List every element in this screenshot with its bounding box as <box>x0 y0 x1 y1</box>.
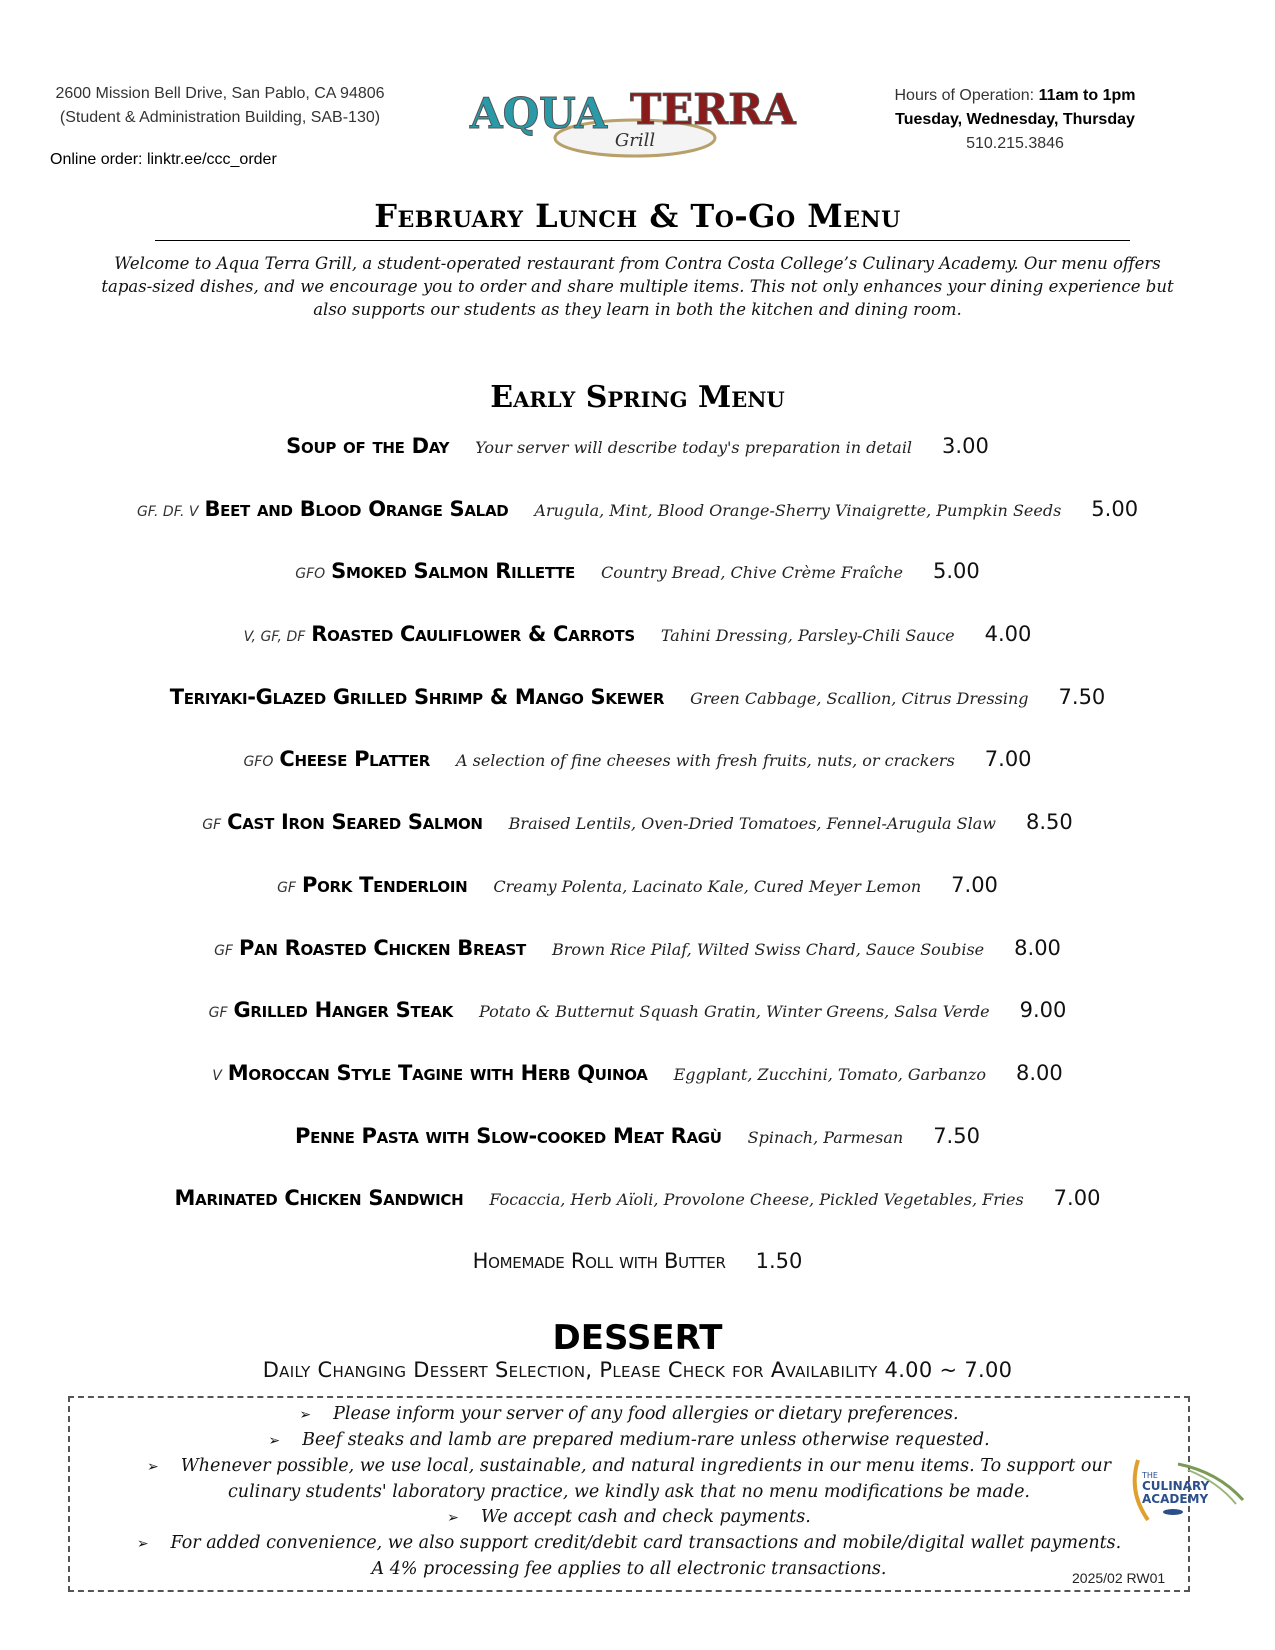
logo-sub-grill: Grill <box>614 130 656 151</box>
dessert-title: DESSERT <box>552 1318 723 1358</box>
item-price: 7.50 <box>933 1123 980 1148</box>
item-price: 4.00 <box>984 622 1032 647</box>
item-tags: GFO <box>243 754 274 771</box>
item-price: 3.00 <box>942 434 989 458</box>
note-text-continued: culinary students' laboratory practice, we kindly ask that no menu modifications be made. <box>228 1482 1030 1502</box>
item-desc: Your server will describe today's preparation in detail <box>475 438 913 457</box>
arrow-bullet-icon: ➢ <box>268 1433 281 1449</box>
item-name: Homemade Roll with Butter <box>472 1248 726 1273</box>
item-tags: GF <box>202 817 222 834</box>
menu-item-soup <box>0 434 1275 497</box>
item-tags: GF <box>214 942 233 959</box>
logo-word-terra: TERRA <box>630 85 796 134</box>
item-name: Beet and Blood Orange Salad <box>204 496 509 521</box>
item-tags: V, GF, DF <box>243 629 306 646</box>
menu-item-pork-tenderloin <box>0 873 1275 936</box>
note-item <box>70 1402 1188 1428</box>
menu-item-penne-ragu <box>0 1124 1275 1187</box>
item-price: 5.00 <box>933 559 980 584</box>
note-text: Beef steaks and lamb are prepared medium-rare unless otherwise requested. <box>302 1430 990 1450</box>
item-price: 5.00 <box>1091 496 1139 521</box>
item-desc: Arugula, Mint, Blood Orange-Sherry Vinaigrette, Pumpkin Seeds <box>534 500 1062 520</box>
menu-item-hanger-steak <box>0 998 1275 1061</box>
item-name: Smoked Salmon Rillette <box>331 559 575 584</box>
days-line <box>865 108 1165 132</box>
intro-text: Welcome to Aqua Terra Grill, a student-operated restaurant from Contra Costa College’s Culinary Academy. Our menu offers tapas-sized dishes, and we encourage you to order and share multiple items. This not only enhances your dining experience but also supports our students as they learn in both the kitchen and dining room. <box>101 254 1174 319</box>
item-desc: Brown Rice Pilaf, Wilted Swiss Chard, Sauce Soubise <box>551 939 985 959</box>
item-desc: Braised Lentils, Oven-Dried Tomatoes, Fennel-Arugula Slaw <box>508 814 996 834</box>
menu-item-cauliflower <box>0 622 1275 685</box>
item-tags: GFO <box>295 566 326 583</box>
menu-item-chicken-sandwich <box>0 1186 1275 1249</box>
note-item <box>70 1428 1188 1454</box>
item-tags: GF <box>277 879 296 896</box>
culinary-academy-logo <box>1118 1452 1248 1532</box>
item-price: 7.00 <box>1053 1186 1101 1211</box>
item-desc: Eggplant, Zucchini, Tomato, Garbanzo <box>673 1064 987 1084</box>
menu-item-seared-salmon <box>0 810 1275 873</box>
note-item <box>70 1454 1188 1505</box>
arrow-bullet-icon: ➢ <box>136 1536 149 1552</box>
menu-item-cheese-platter <box>0 747 1275 810</box>
note-text: Whenever possible, we use local, sustainable, and natural ingredients in our menu items. To support our <box>180 1456 1112 1476</box>
academy-line-1: THE <box>1142 1471 1158 1480</box>
arrow-bullet-icon: ➢ <box>447 1510 459 1526</box>
item-tags: V <box>212 1067 222 1084</box>
item-desc: Country Bread, Chive Crème Fraîche <box>601 563 903 583</box>
menu-item-tagine <box>0 1061 1275 1124</box>
hours-line <box>865 84 1165 108</box>
notes-box <box>68 1396 1190 1592</box>
note-text: We accept cash and check payments. <box>480 1507 811 1527</box>
item-desc: Focaccia, Herb Aïoli, Provolone Cheese, Pickled Vegetables, Fries <box>489 1190 1024 1210</box>
title-divider <box>155 240 1130 241</box>
item-price: 8.50 <box>1026 810 1073 835</box>
item-name: Moroccan Style Tagine with Herb Quinoa <box>227 1060 648 1085</box>
menu-item-beet-salad <box>0 497 1275 560</box>
item-name: Soup of the Day <box>286 434 450 458</box>
arrow-bullet-icon: ➢ <box>146 1459 159 1475</box>
note-item <box>70 1505 1188 1531</box>
dessert-description: Daily Changing Dessert Selection, Please Check for Availability 4.00 ~ 7.00 <box>262 1358 1013 1382</box>
page-title: February Lunch & To-Go Menu <box>374 197 901 235</box>
days-value: Tuesday, Wednesday, Thursday <box>895 111 1135 128</box>
address-line-2: (Student & Administration Building, SAB-130) <box>59 109 381 126</box>
item-name: Marinated Chicken Sandwich <box>174 1186 464 1211</box>
item-price: 7.00 <box>984 747 1032 772</box>
item-desc: A selection of fine cheeses with fresh fruits, nuts, or crackers <box>455 751 955 771</box>
aqua-terra-grill-logo <box>460 76 810 176</box>
item-price: 8.00 <box>1014 935 1061 960</box>
item-name: Cheese Platter <box>279 747 430 772</box>
menu-item-homemade-roll <box>0 1249 1275 1312</box>
item-name: Pan Roasted Chicken Breast <box>238 935 526 960</box>
notes-list <box>70 1398 1188 1582</box>
item-name: Teriyaki-Glazed Grilled Shrimp & Mango Skewer <box>169 684 665 709</box>
item-name: Cast Iron Seared Salmon <box>227 810 483 835</box>
item-price: 8.00 <box>1016 1060 1063 1085</box>
item-tags: GF. DF. V <box>136 503 199 520</box>
note-text-continued: A 4% processing fee applies to all electronic transactions. <box>371 1559 887 1579</box>
menu-item-shrimp-skewer <box>0 685 1275 748</box>
menu-list <box>0 434 1275 1312</box>
item-desc: Tahini Dressing, Parsley-Chili Sauce <box>660 626 955 646</box>
arrow-bullet-icon: ➢ <box>299 1407 312 1423</box>
item-name: Penne Pasta with Slow-cooked Meat Ragù <box>295 1123 722 1148</box>
item-price: 9.00 <box>1019 998 1067 1023</box>
item-name: Pork Tenderloin <box>301 872 468 897</box>
academy-line-2: CULINARY <box>1142 1479 1210 1493</box>
item-desc: Spinach, Parmesan <box>747 1127 904 1147</box>
item-name: Roasted Cauliflower & Carrots <box>311 622 635 647</box>
section-title: Early Spring Menu <box>490 380 785 415</box>
hours-value: 11am to 1pm <box>1038 87 1136 104</box>
item-price: 7.50 <box>1058 684 1106 709</box>
hours-block <box>865 84 1165 156</box>
item-name: Grilled Hanger Steak <box>233 998 453 1023</box>
note-text: For added convenience, we also support credit/debit card transactions and mobile/digital wallet payments. <box>170 1533 1122 1553</box>
item-tags: GF <box>208 1005 228 1022</box>
item-price: 1.50 <box>755 1248 803 1273</box>
note-text: Please inform your server of any food allergies or dietary preferences. <box>333 1404 959 1424</box>
item-desc: Creamy Polenta, Lacinato Kale, Cured Meyer Lemon <box>493 876 922 896</box>
phone-number: 510.215.3846 <box>966 135 1064 152</box>
hours-label: Hours of Operation: <box>894 87 1039 104</box>
version-code: 2025/02 RW01 <box>1072 1570 1166 1586</box>
item-price: 7.00 <box>951 872 998 897</box>
address-block <box>40 82 400 168</box>
logo-word-aqua: AQUA <box>470 89 608 138</box>
menu-item-chicken-breast <box>0 936 1275 999</box>
academy-line-3: ACADEMY <box>1142 1492 1209 1506</box>
item-desc: Potato & Butternut Squash Gratin, Winter Greens, Salsa Verde <box>479 1002 990 1022</box>
address-line-1: 2600 Mission Bell Drive, San Pablo, CA 94806 <box>55 85 385 102</box>
note-item <box>70 1531 1188 1582</box>
menu-item-salmon-rillette <box>0 559 1275 622</box>
online-order-link[interactable]: Online order: linktr.ee/ccc_order <box>50 151 277 168</box>
item-desc: Green Cabbage, Scallion, Citrus Dressing <box>690 688 1029 708</box>
